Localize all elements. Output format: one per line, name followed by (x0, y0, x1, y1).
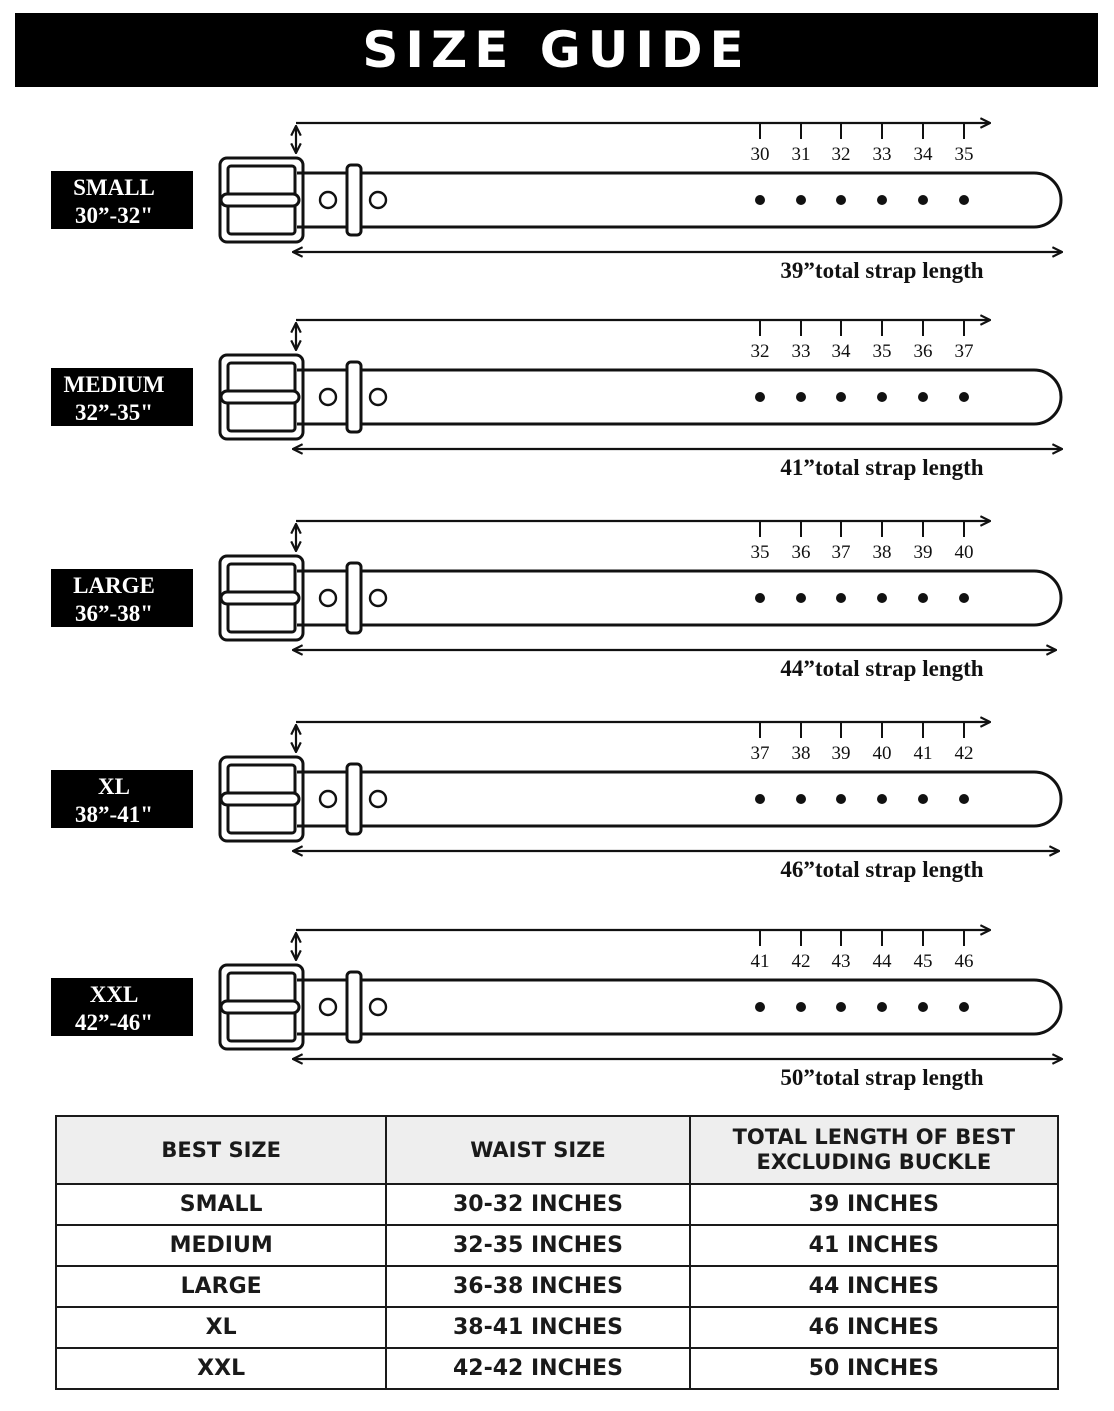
hole-number: 46 (954, 951, 974, 972)
hole-number: 40 (954, 542, 974, 563)
hole-number: 33 (791, 341, 811, 362)
hole-number: 39 (831, 743, 851, 764)
hole-number: 30 (750, 144, 770, 165)
hole-number: 32 (831, 144, 851, 165)
belt-ring (320, 192, 336, 208)
total-length-label: 50”total strap length (780, 1065, 984, 1090)
hole-number: 35 (872, 341, 892, 362)
belt-hole (755, 195, 765, 205)
page-title: SIZE GUIDE (15, 13, 1098, 87)
hole-number: 44 (872, 951, 892, 972)
hole-number: 42 (791, 951, 811, 972)
belt-ring (370, 192, 386, 208)
belt-group (51, 722, 1061, 882)
buckle-prong (221, 1001, 299, 1013)
belt-ring (320, 590, 336, 606)
belt-hole (959, 794, 969, 804)
buckle-prong (221, 391, 299, 403)
belt-keeper (347, 362, 361, 432)
waist-size-cell: 38-41 INCHES (386, 1307, 689, 1348)
header-total-length (690, 1116, 1058, 1184)
belt-strap (297, 571, 1061, 625)
best-size-cell: SMALL (56, 1184, 386, 1225)
hole-number: 39 (913, 542, 933, 563)
hole-number: 38 (872, 542, 892, 563)
table-row (56, 1348, 1058, 1389)
size-label-name: MEDIUM (63, 372, 165, 397)
total-length-cell: 39 INCHES (690, 1184, 1058, 1225)
waist-size-cell: 36-38 INCHES (386, 1266, 689, 1307)
belt-keeper (347, 563, 361, 633)
belt-keeper (347, 165, 361, 235)
belt-strap (297, 173, 1061, 227)
hole-number: 31 (791, 144, 811, 165)
table-header-row (56, 1116, 1058, 1184)
belt-ring (370, 590, 386, 606)
best-size-cell: LARGE (56, 1266, 386, 1307)
belt-group (51, 930, 1062, 1090)
header-total-length-line-2: EXCLUDING BUCKLE (756, 1150, 992, 1174)
belt-hole (796, 392, 806, 402)
belt-ring (320, 389, 336, 405)
size-label-name: XXL (89, 982, 139, 1007)
size-table (55, 1115, 1059, 1390)
belt-hole (918, 794, 928, 804)
belt-hole (877, 794, 887, 804)
hole-number: 35 (750, 542, 770, 563)
belt-hole (959, 1002, 969, 1012)
hole-number: 38 (791, 743, 811, 764)
best-size-cell: XL (56, 1307, 386, 1348)
belt-hole (796, 593, 806, 603)
total-length-cell: 46 INCHES (690, 1307, 1058, 1348)
belt-hole (918, 1002, 928, 1012)
belt-hole (877, 195, 887, 205)
belt-ring (370, 999, 386, 1015)
buckle-prong (221, 194, 299, 206)
hole-number: 40 (872, 743, 892, 764)
size-label-range: 32”-35" (75, 400, 153, 425)
belt-hole (755, 794, 765, 804)
hole-number: 45 (913, 951, 933, 972)
total-length-label: 44”total strap length (780, 656, 984, 681)
buckle-prong (221, 592, 299, 604)
total-length-label: 39”total strap length (780, 258, 984, 283)
table-row (56, 1184, 1058, 1225)
total-length-cell: 41 INCHES (690, 1225, 1058, 1266)
best-size-cell: MEDIUM (56, 1225, 386, 1266)
belt-hole (959, 392, 969, 402)
belt-hole (796, 794, 806, 804)
size-label-range: 30”-32" (75, 203, 153, 228)
belt-hole (836, 392, 846, 402)
waist-size-cell: 32-35 INCHES (386, 1225, 689, 1266)
waist-size-cell: 42-42 INCHES (386, 1348, 689, 1389)
hole-number: 41 (750, 951, 770, 972)
hole-number: 36 (913, 341, 933, 362)
hole-number: 37 (750, 743, 770, 764)
belt-keeper (347, 972, 361, 1042)
belt-group (51, 123, 1062, 283)
belt-hole (755, 1002, 765, 1012)
belt-hole (755, 392, 765, 402)
belt-hole (796, 195, 806, 205)
belt-hole (959, 195, 969, 205)
belt-ring (320, 999, 336, 1015)
belt-group (51, 521, 1061, 681)
belt-strap (297, 772, 1061, 826)
belt-hole (836, 1002, 846, 1012)
belt-hole (796, 1002, 806, 1012)
belt-hole (755, 593, 765, 603)
belt-hole (836, 195, 846, 205)
belt-ring (320, 791, 336, 807)
belt-hole (877, 392, 887, 402)
belt-hole (836, 794, 846, 804)
belt-ring (370, 389, 386, 405)
hole-number: 41 (913, 743, 933, 764)
table-row (56, 1307, 1058, 1348)
header-best-size: BEST SIZE (56, 1116, 386, 1184)
header-total-length-line-1: TOTAL LENGTH OF BEST (732, 1125, 1016, 1149)
belt-hole (918, 195, 928, 205)
belt-hole (836, 593, 846, 603)
belt-strap (297, 370, 1061, 424)
table-row (56, 1266, 1058, 1307)
hole-number: 36 (791, 542, 811, 563)
belt-strap (297, 980, 1061, 1034)
hole-number: 43 (831, 951, 851, 972)
best-size-cell: XXL (56, 1348, 386, 1389)
size-label-name: XL (98, 774, 130, 799)
size-label-range: 38”-41" (75, 802, 153, 827)
size-label-name: SMALL (73, 175, 155, 200)
hole-number: 37 (831, 542, 851, 563)
belt-keeper (347, 764, 361, 834)
hole-number: 34 (913, 144, 933, 165)
buckle-prong (221, 793, 299, 805)
total-length-cell: 44 INCHES (690, 1266, 1058, 1307)
belt-hole (877, 593, 887, 603)
table-row (56, 1225, 1058, 1266)
belt-hole (877, 1002, 887, 1012)
size-label-range: 36”-38" (75, 601, 153, 626)
hole-number: 32 (750, 341, 770, 362)
hole-number: 35 (954, 144, 974, 165)
belt-group (51, 320, 1062, 480)
belt-hole (959, 593, 969, 603)
hole-number: 37 (954, 341, 974, 362)
belt-hole (918, 593, 928, 603)
total-length-cell: 50 INCHES (690, 1348, 1058, 1389)
size-label-name: LARGE (73, 573, 155, 598)
total-length-label: 46”total strap length (780, 857, 984, 882)
hole-number: 33 (872, 144, 892, 165)
hole-number: 42 (954, 743, 974, 764)
total-length-label: 41”total strap length (780, 455, 984, 480)
hole-number: 34 (831, 341, 851, 362)
belt-hole (918, 392, 928, 402)
waist-size-cell: 30-32 INCHES (386, 1184, 689, 1225)
size-label-range: 42”-46" (75, 1010, 153, 1035)
belt-ring (370, 791, 386, 807)
header-waist-size: WAIST SIZE (386, 1116, 689, 1184)
